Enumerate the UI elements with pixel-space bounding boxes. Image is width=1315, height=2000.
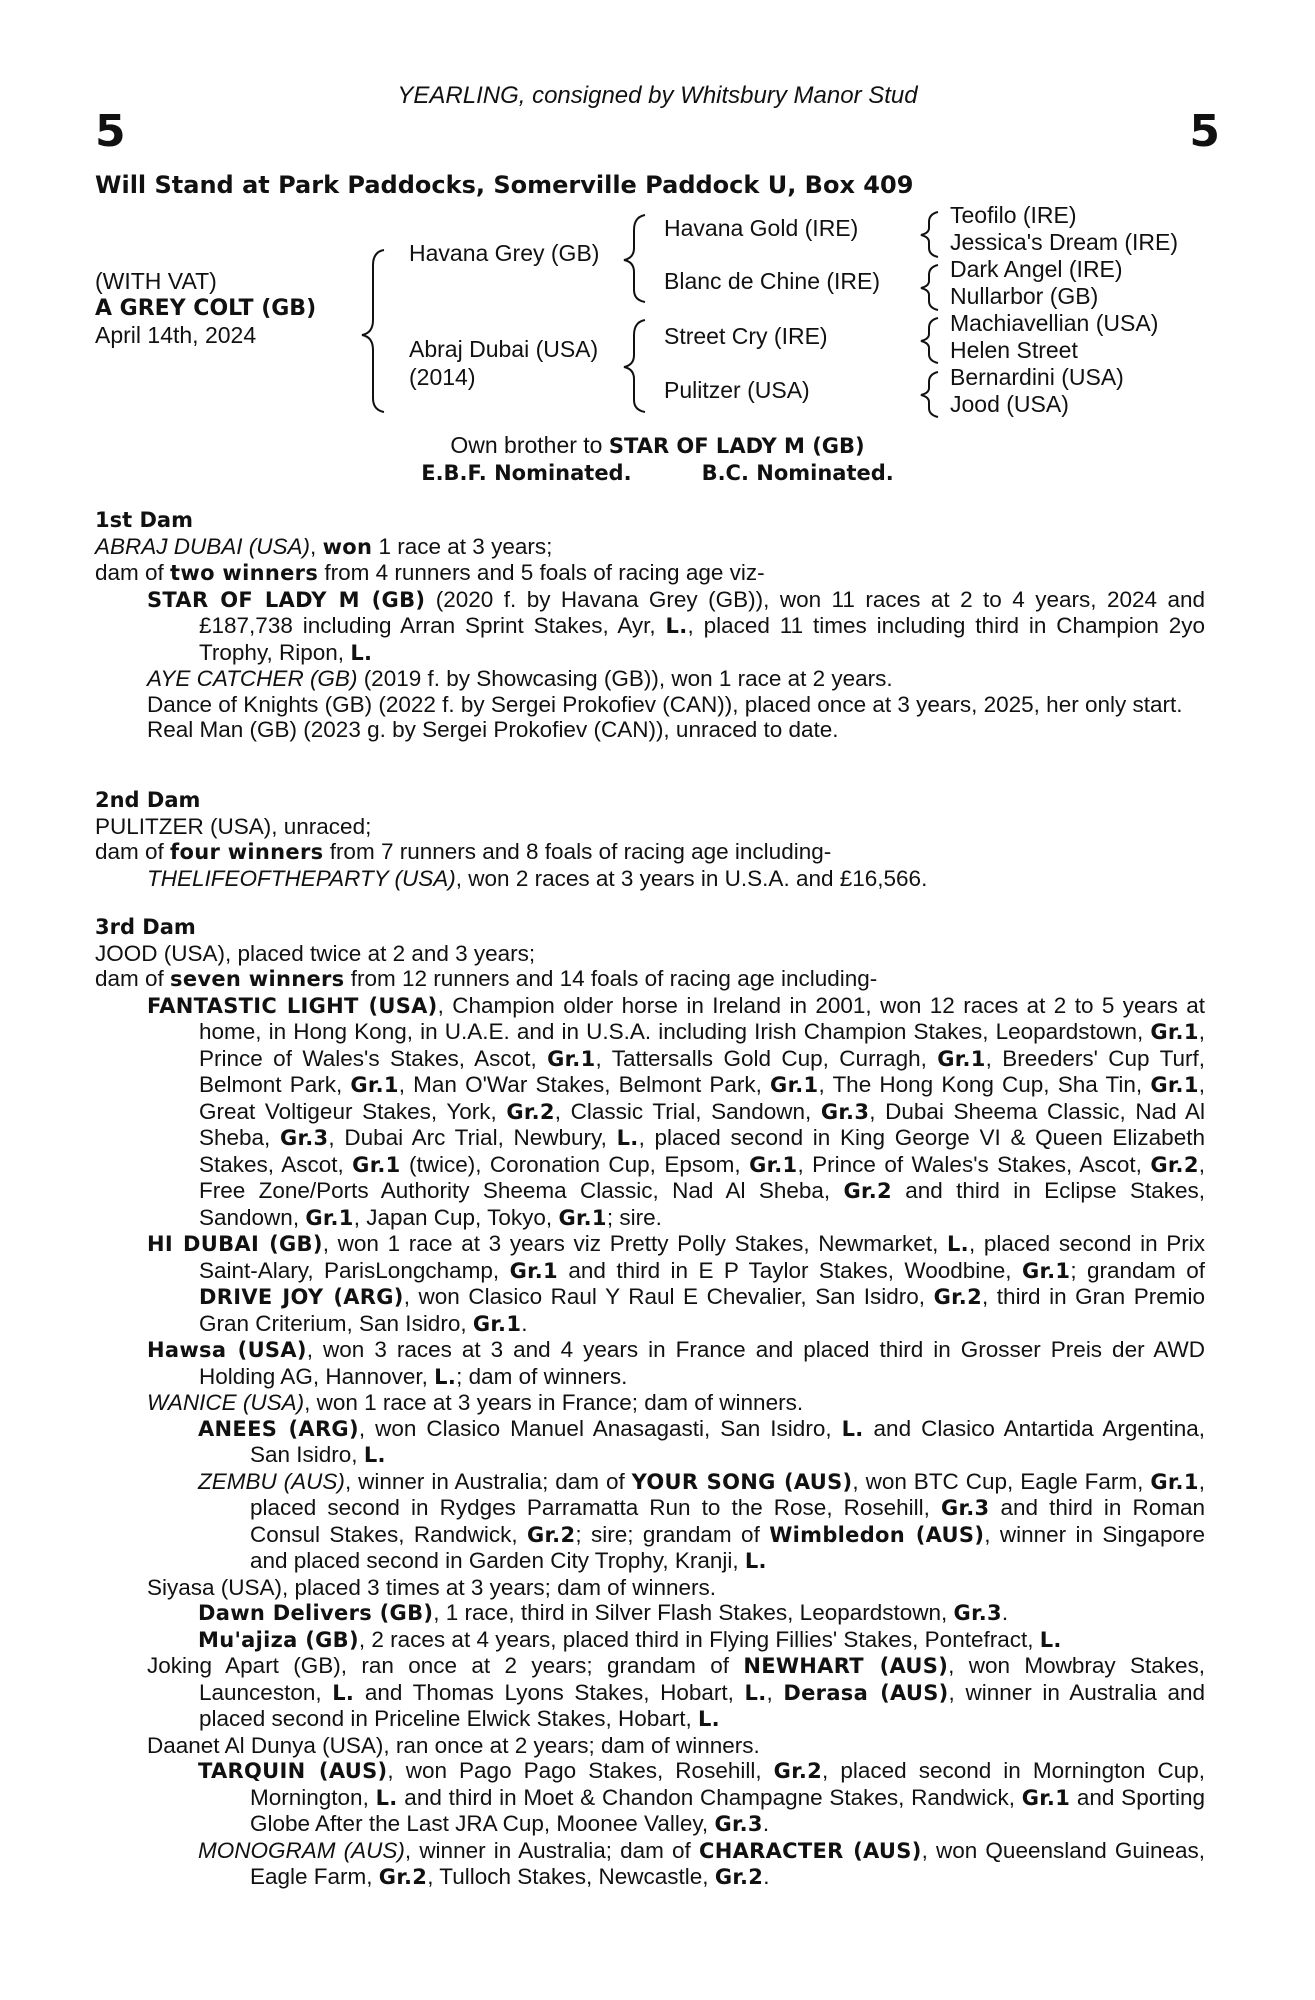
bold-run: Gr.1 <box>305 1205 354 1230</box>
bold-run: L. <box>947 1232 969 1256</box>
produce-thelifeoftheparty <box>147 866 1205 892</box>
star-listed-2: L. <box>350 640 373 665</box>
text-run: . <box>763 1864 770 1889</box>
text-run: Daanet Al Dunya (USA), ran once at 2 years; dam of winners. <box>147 1732 760 1758</box>
produce-daanet-al-dunya <box>147 1733 1205 1759</box>
second-dam-winners: four winners <box>170 840 324 864</box>
bold-run: Mu'ajiza (GB) <box>198 1627 359 1652</box>
thelife-text: , won 2 races at 3 years in U.S.A. and £16,566. <box>455 865 928 891</box>
produce-wanice <box>147 1390 1205 1416</box>
thelife-name: THELIFEOFTHEPARTY (USA) <box>147 865 456 891</box>
produce-aye-catcher <box>147 666 1205 692</box>
produce-star-of-lady-m <box>147 587 1205 667</box>
first-dam-heading: 1st Dam <box>95 508 193 532</box>
text-run: , won BTC Cup, Eagle Farm, <box>852 1468 1151 1494</box>
produce-dance-of-knights: Dance of Knights (GB) (2022 f. by Sergei Prokofiev (CAN)), placed once at 3 years, 2025, her only start. <box>147 691 1183 717</box>
bold-run: Gr.1 <box>558 1205 607 1230</box>
text-run: , placed second in Rydges Parramatta Run to the Rose, Rosehill, <box>250 1468 1205 1520</box>
text-run: and third in Moet & Chandon Champagne Stakes, Randwick, <box>397 1784 1022 1810</box>
bold-run: Gr.2 <box>506 1099 555 1124</box>
bold-run: Gr.1 <box>1021 1785 1071 1810</box>
bold-run: Gr.1 <box>547 1046 596 1071</box>
bold-run: L. <box>744 1549 767 1573</box>
bold-run: Gr.3 <box>820 1099 870 1124</box>
produce-dawn-delivers <box>198 1600 1205 1627</box>
bold-run: HI DUBAI (GB) <box>147 1232 323 1256</box>
pedigree-g5: Machiavellian (USA) <box>950 310 1159 336</box>
first-dam-produce-rest: from 4 runners and 5 foals of racing age viz- <box>318 560 765 585</box>
nominations <box>0 459 1315 486</box>
stand-location: Will Stand at Park Paddocks, Somerville Paddock U, Box 409 <box>95 171 914 199</box>
lot-number-right: 5 <box>1189 106 1220 157</box>
italic-run: ZEMBU (AUS) <box>198 1468 345 1494</box>
bold-run: L. <box>698 1707 720 1731</box>
bold-run: L. <box>375 1785 398 1810</box>
first-dam-won-rest: 1 race at 3 years; <box>372 533 553 559</box>
first-dam-won: won <box>322 534 373 559</box>
foaling-date: April 14th, 2024 <box>95 322 257 348</box>
produce-zembu <box>198 1469 1205 1575</box>
pedigree-dam: Abraj Dubai (USA) <box>409 336 599 362</box>
second-dam-dam-of: dam of <box>95 839 171 864</box>
bold-run: Gr.1 <box>1150 1469 1199 1494</box>
third-dam-dam-of: dam of <box>95 966 171 991</box>
text-run: , won Pago Pago Stakes, Rosehill, <box>387 1758 774 1783</box>
bold-run: Derasa (AUS) <box>783 1680 949 1705</box>
text-run: , Dubai Arc Trial, Newbury, <box>328 1125 617 1150</box>
pedigree-g8: Jood (USA) <box>950 391 1069 417</box>
first-dam-sep: , <box>310 533 323 559</box>
bold-run: NEWHART (AUS) <box>743 1654 949 1678</box>
aye-text: (2019 f. by Showcasing (GB)), won 1 race at 2 years. <box>357 666 893 691</box>
first-dam-section <box>95 508 1205 743</box>
bold-run: Gr.2 <box>933 1285 982 1309</box>
text-run: ; sire; grandam of <box>575 1521 770 1547</box>
third-dam-winners: seven winners <box>170 967 345 991</box>
text-run: , Classic Trial, Sandown, <box>554 1098 821 1124</box>
bold-run: Gr.2 <box>1150 1152 1199 1177</box>
bold-run: Gr.3 <box>953 1601 1002 1625</box>
bold-run: L. <box>1039 1627 1062 1652</box>
bold-run: Gr.1 <box>1150 1020 1199 1044</box>
text-run: , 2 races at 4 years, placed third in Flying Fillies' Stakes, Pontefract, <box>358 1626 1040 1652</box>
first-dam-winners: two winners <box>170 561 319 585</box>
bold-run: Hawsa (USA) <box>147 1338 307 1362</box>
text-run: , won Mowbray Stakes, Launceston, <box>199 1653 1206 1705</box>
pedigree-sire-sire: Havana Gold (IRE) <box>664 215 859 241</box>
text-run: , Free Zone/Ports Authority Sheema Classic, Nad Al Sheba, <box>199 1151 1205 1203</box>
bold-run: L. <box>332 1680 355 1705</box>
first-dam-line <box>95 534 1205 561</box>
pedigree-sire: Havana Grey (GB) <box>409 240 600 266</box>
vat-label: (WITH VAT) <box>95 268 217 294</box>
bold-run: TARQUIN (AUS) <box>198 1759 388 1783</box>
third-dam-produce-rest: from 12 runners and 14 foals of racing age including- <box>344 966 878 991</box>
bold-run: L. <box>616 1126 639 1150</box>
bold-run: L. <box>841 1416 864 1441</box>
text-run: . <box>1001 1600 1009 1625</box>
text-run: , Dubai Sheema Classic, Nad Al Sheba, <box>199 1098 1205 1150</box>
produce-anees <box>198 1416 1205 1469</box>
bold-run: DRIVE JOY (ARG) <box>199 1285 404 1309</box>
ebf-nominated: E.B.F. Nominated. <box>421 461 632 485</box>
bold-run: Gr.1 <box>472 1311 522 1336</box>
bc-nominated: B.C. Nominated. <box>701 461 894 485</box>
bold-run: L. <box>363 1443 386 1467</box>
own-brother-note <box>0 432 1315 459</box>
own-brother-name: STAR OF LADY M (GB) <box>608 434 865 458</box>
produce-hawsa <box>147 1337 1205 1390</box>
bold-run: Gr.1 <box>937 1046 986 1071</box>
second-dam-heading: 2nd Dam <box>95 788 201 812</box>
text-run: , won Queensland Guineas, Eagle Farm, <box>250 1837 1205 1889</box>
pedigree-g7: Bernardini (USA) <box>950 364 1124 390</box>
text-run: , won 3 races at 3 and 4 years in France and placed third in Grosser Preis der AWD Holding AG, Hannover, <box>199 1337 1205 1389</box>
text-run: , 1 race, third in Silver Flash Stakes, Leopardstown, <box>433 1600 954 1625</box>
produce-fantastic-light <box>147 993 1205 1232</box>
second-dam-produce <box>95 839 1205 866</box>
pedigree-dam-year: (2014) <box>409 364 476 390</box>
text-run: , Breeders' Cup Turf, Belmont Park, <box>199 1045 1205 1097</box>
text-run: , winner in Australia and placed second in Priceline Elwick Stakes, Hobart, <box>199 1679 1205 1731</box>
bold-run: Gr.1 <box>509 1258 558 1283</box>
text-run: , Prince of Wales's Stakes, Ascot, <box>797 1151 1151 1177</box>
text-run: Joking Apart (GB), ran once at 2 years; grandam of <box>147 1653 744 1678</box>
text-run: , winner in Australia; dam of <box>404 1837 699 1863</box>
star-text-2: , placed 11 times including third in Champion 2yo Trophy, Ripon, <box>199 613 1206 665</box>
third-dam-section <box>95 915 1205 1891</box>
bold-run: Gr.1 <box>749 1152 798 1177</box>
text-run: , Japan Cup, Tokyo, <box>353 1204 559 1230</box>
bold-run: FANTASTIC LIGHT (USA) <box>147 993 438 1018</box>
text-run: Siyasa (USA), placed 3 times at 3 years; dam of winners. <box>147 1574 716 1600</box>
bold-run: Gr.1 <box>1021 1258 1071 1283</box>
italic-run: MONOGRAM (AUS) <box>198 1837 405 1863</box>
text-run: and third in E P Taylor Stakes, Woodbine, <box>557 1257 1022 1283</box>
produce-muajiza <box>198 1627 1205 1654</box>
text-run: , won 1 race at 3 years viz Pretty Polly Stakes, Newmarket, <box>322 1231 947 1256</box>
text-run: , won Clasico Manuel Anasagasti, San Isidro, <box>358 1415 842 1441</box>
bold-run: Gr.1 <box>1150 1073 1199 1097</box>
bold-run: Dawn Delivers (GB) <box>198 1601 434 1625</box>
text-run: and third in Eclipse Stakes, Sandown, <box>199 1178 1205 1230</box>
text-run: , won Clasico Raul Y Raul E Chevalier, San Isidro, <box>403 1284 934 1309</box>
pedigree-dam-sire: Street Cry (IRE) <box>664 323 828 349</box>
text-run: , won 1 race at 3 years in France; dam of winners. <box>304 1390 804 1415</box>
pedigree-dam-dam: Pulitzer (USA) <box>664 377 810 403</box>
produce-joking-apart <box>147 1653 1205 1733</box>
produce-real-man: Real Man (GB) (2023 g. by Sergei Prokofiev (CAN)), unraced to date. <box>147 717 839 742</box>
text-run: , third in Gran Premio Gran Criterium, San Isidro, <box>199 1284 1206 1336</box>
bold-run: Gr.2 <box>526 1522 576 1547</box>
text-run: , placed second in King George VI & Queen Elizabeth Stakes, Ascot, <box>199 1125 1205 1177</box>
text-run: and Clasico Antartida Argentina, San Isidro, <box>250 1415 1205 1467</box>
text-run: , winner in Australia; dam of <box>344 1468 632 1494</box>
text-run: , Man O'War Stakes, Belmont Park, <box>398 1072 771 1097</box>
produce-hi-dubai <box>147 1231 1205 1337</box>
first-dam-produce <box>95 560 1205 587</box>
text-run: , <box>766 1679 784 1705</box>
bold-run: Gr.3 <box>714 1812 763 1836</box>
bold-run: Gr.2 <box>714 1865 764 1889</box>
lot-number-left: 5 <box>95 106 126 157</box>
text-run: , Prince of Wales's Stakes, Ascot, <box>199 1019 1205 1071</box>
third-dam-produce <box>95 966 1205 993</box>
second-dam-section <box>95 788 1205 891</box>
text-run: . <box>521 1310 528 1336</box>
produce-tarquin <box>198 1758 1205 1838</box>
star-name: STAR OF LADY M (GB) <box>147 587 426 612</box>
pedigree-g1: Teofilo (IRE) <box>950 202 1077 228</box>
bold-run: ANEES (ARG) <box>198 1416 359 1441</box>
text-run: and third in Roman Consul Stakes, Randwick, <box>250 1495 1206 1547</box>
text-run: , Champion older horse in Ireland in 2001, won 12 races at 2 to 5 years at home, in Hong Kong, in U.A.E. and in U.S.A. including Irish Champion Stakes, Leopardstown, <box>199 992 1205 1044</box>
bold-run: Gr.1 <box>350 1073 399 1097</box>
bold-run: YOUR SONG (AUS) <box>631 1469 853 1494</box>
pedigree-g6: Helen Street <box>950 337 1078 363</box>
first-dam-dam-of: dam of <box>95 560 171 585</box>
bold-run: Gr.3 <box>941 1496 990 1520</box>
bold-run: Gr.1 <box>770 1073 819 1097</box>
aye-name: AYE CATCHER (GB) <box>147 666 358 691</box>
third-dam-heading: 3rd Dam <box>95 915 196 939</box>
first-dam-name: ABRAJ DUBAI (USA) <box>95 533 311 559</box>
bold-run: Gr.2 <box>378 1865 428 1889</box>
pedigree-g2: Jessica's Dream (IRE) <box>950 229 1179 255</box>
horse-name: A GREY COLT (GB) <box>95 296 317 321</box>
text-run: , placed second in Mornington Cup, Mornington, <box>250 1758 1206 1810</box>
star-text-1: (2020 f. by Havana Grey (GB)), won 11 races at 2 to 4 years, 2024 and £187,738 including Arran Sprint Stakes, Ayr, <box>199 586 1205 638</box>
bold-run: L. <box>434 1364 457 1389</box>
third-dam-line: JOOD (USA), placed twice at 2 and 3 years; <box>95 940 536 966</box>
pedigree-sire-dam: Blanc de Chine (IRE) <box>664 268 881 294</box>
text-run: ; grandam of <box>1070 1257 1205 1283</box>
bold-run: Gr.1 <box>352 1152 401 1177</box>
bold-run: Gr.2 <box>843 1179 892 1203</box>
text-run: (twice), Coronation Cup, Epsom, <box>400 1151 750 1177</box>
produce-siyasa <box>147 1575 1205 1601</box>
text-run: ; sire. <box>606 1204 662 1230</box>
text-run: , Tattersalls Gold Cup, Curragh, <box>595 1045 938 1071</box>
text-run: and Thomas Lyons Stakes, Hobart, <box>354 1679 745 1705</box>
text-run: , placed second in Prix Saint-Alary, ParisLongchamp, <box>199 1231 1206 1283</box>
page-header-title: YEARLING, consigned by Whitsbury Manor Stud <box>397 82 918 109</box>
bold-run: L. <box>744 1680 767 1705</box>
bold-run: Gr.2 <box>773 1759 823 1783</box>
star-listed-1: L. <box>665 614 688 638</box>
second-dam-line: PULITZER (USA), unraced; <box>95 813 372 839</box>
text-run: , Tulloch Stakes, Newcastle, <box>427 1864 715 1889</box>
produce-monogram <box>198 1838 1205 1891</box>
pedigree-g4: Nullarbor (GB) <box>950 283 1099 309</box>
text-run: and Sporting Globe After the Last JRA Cup, Moonee Valley, <box>250 1784 1205 1836</box>
italic-run: WANICE (USA) <box>147 1390 305 1415</box>
second-dam-produce-rest: from 7 runners and 8 foals of racing age including- <box>323 839 832 864</box>
text-run: , winner in Singapore and placed second in Garden City Trophy, Kranji, <box>250 1521 1205 1573</box>
bold-run: Gr.3 <box>280 1126 329 1150</box>
bold-run: CHARACTER (AUS) <box>698 1838 922 1863</box>
text-run: . <box>762 1811 770 1836</box>
own-brother-prefix: Own brother to <box>450 432 609 458</box>
pedigree-g3: Dark Angel (IRE) <box>950 256 1123 282</box>
text-run: , The Hong Kong Cup, Sha Tin, <box>818 1072 1151 1097</box>
text-run: ; dam of winners. <box>456 1363 628 1389</box>
text-run: , Great Voltigeur Stakes, York, <box>199 1072 1205 1124</box>
bold-run: Wimbledon (AUS) <box>769 1522 985 1547</box>
